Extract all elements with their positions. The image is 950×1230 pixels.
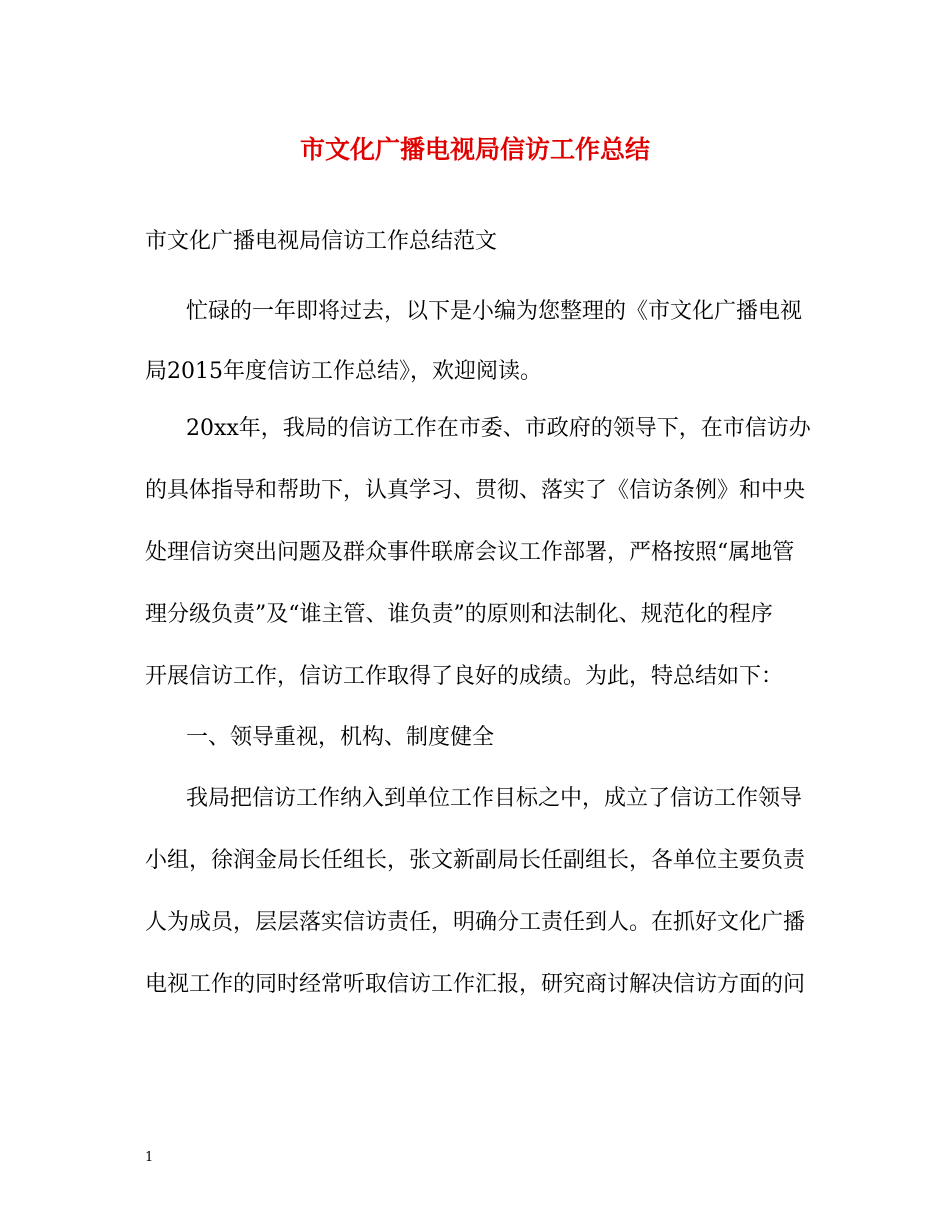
paragraph-line: 开展信访工作，信访工作取得了良好的成绩。为此，特总结如下：: [145, 664, 784, 689]
paragraph-line: 小组，徐润金局长任组长，张文新副局长任副组长，各单位主要负责: [145, 848, 806, 873]
paragraph-line: 的具体指导和帮助下，认真学习、贯彻、落实了《信访条例》和中央: [145, 478, 806, 503]
paragraph-line: 我局把信访工作纳入到单位工作目标之中，成立了信访工作领导: [186, 786, 803, 811]
page-number: 1: [145, 1150, 154, 1165]
paragraph-line: 20xx年，我局的信访工作在市委、市政府的领导下，在市信访办: [186, 416, 811, 441]
paragraph-line: 理分级负责”及“谁主管、谁负责”的原则和法制化、规范化的程序: [145, 602, 773, 627]
document-title: 市文化广播电视局信访工作总结: [299, 135, 650, 164]
paragraph-line: 忙碌的一年即将过去，以下是小编为您整理的《市文化广播电视: [186, 299, 803, 324]
paragraph-line: 电视工作的同时经常听取信访工作汇报，研究商讨解决信访方面的问: [145, 972, 806, 997]
section-heading: 一、领导重视，机构、制度健全: [186, 725, 495, 750]
paragraph-line: 人为成员，层层落实信访责任，明确分工责任到人。在抓好文化广播: [145, 910, 806, 935]
paragraph-line: 局2015年度信访工作总结》，欢迎阅读。: [145, 359, 542, 384]
paragraph-line: 处理信访突出问题及群众事件联席会议工作部署，严格按照“属地管: [145, 540, 795, 565]
subtitle-line: 市文化广播电视局信访工作总结范文: [145, 229, 498, 254]
